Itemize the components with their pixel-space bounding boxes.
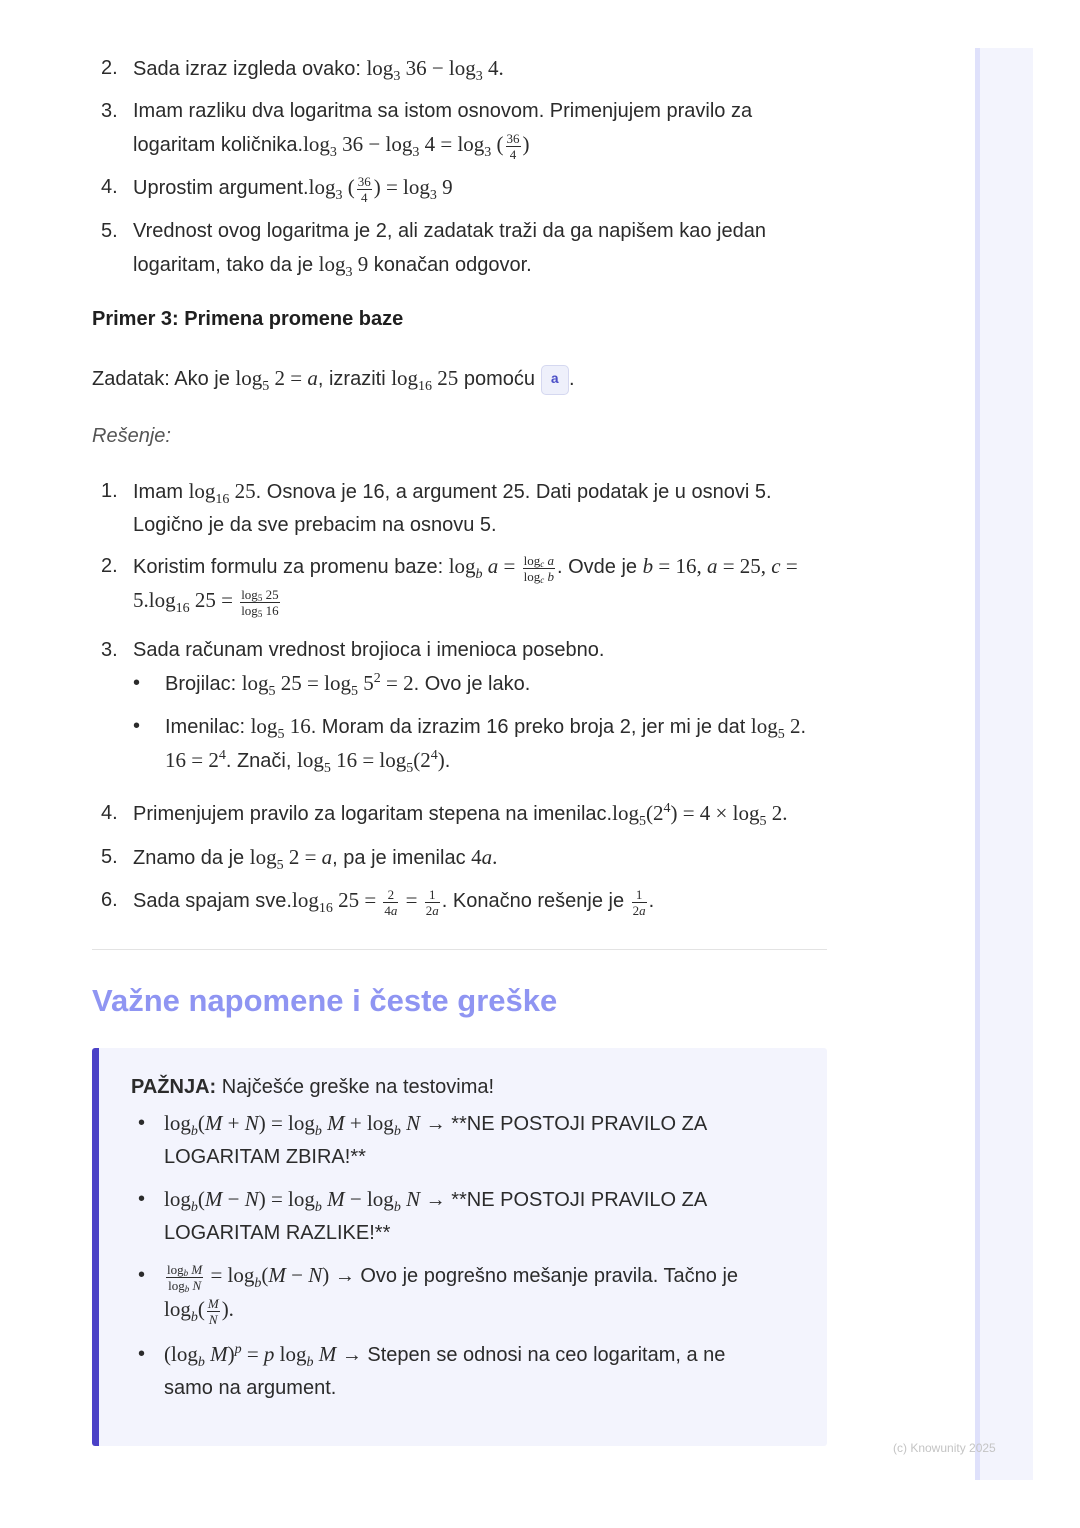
step-number: 3. bbox=[101, 639, 118, 661]
example-title: Primer 3: Primena promene baze bbox=[92, 308, 404, 330]
step-4 bbox=[101, 171, 821, 205]
step-number: 4. bbox=[101, 802, 118, 824]
step-text: Uprostim argument. bbox=[133, 177, 309, 199]
mistake-item-2: • $\log_b(M - N) = \log_b M - \log_b N \to **NE$ POSTOJI PRAVILO ZA LOGARITAM RAZLIKE!** bbox=[138, 1187, 708, 1244]
step-text: Sada izraz izgleda ovako: bbox=[133, 58, 367, 80]
math-expression: $\log_3$ ( $\frac{36}{4}$ ) = $\log_3 9$ bbox=[308, 173, 453, 205]
step-text: konačan odgovor. bbox=[368, 254, 532, 276]
right-margin-divider bbox=[975, 48, 980, 1480]
step-3 bbox=[101, 95, 821, 162]
inline-code-chip: a bbox=[541, 365, 569, 395]
step-2 bbox=[101, 52, 821, 86]
step-text: Imam razliku dva logaritma sa istom osnovom. Primenjujem pravilo za bbox=[133, 100, 753, 122]
solution-label: Rešenje: bbox=[92, 425, 171, 447]
mistake-item-3: • $\frac{\log_b M}{\log_b N}$ = $\log_b(M - N)$ → Ovo je pogrešno mešanje pravila. Tačno je $\log_b$( $\frac{M}{N}$ ). bbox=[138, 1261, 739, 1327]
callout-title: PAŽNJA: Najčešće greške na testovima! bbox=[131, 1076, 495, 1098]
step-text: logaritam, tako da je bbox=[133, 254, 319, 276]
step-text: Vrednost ovog logaritma je 2, ali zadatak traži da ga napišem kao jedan bbox=[133, 220, 766, 242]
mistake-item-1: • $\log_b(M + N) = \log_b M + \log_b N \to **NE$ POSTOJI PRAVILO ZA LOGARITAM ZBIRA!** bbox=[138, 1111, 708, 1168]
solution-step-3: 3. Sada računam vrednost brojioca i imenioca posebno. bbox=[101, 634, 821, 667]
step-5 bbox=[101, 215, 821, 282]
solution-step-1: 1. Imam $\log_{16} 25$. Osnova je 16, a argument 25. Dati podatak je u osnovi 5. Logično je da sve prebacim na osnovu 5. bbox=[101, 475, 821, 542]
solution-step-4: 4. Primenjujem pravilo za logaritam stepena na $imenilac.\log_5(2^4) = 4 \times \log_5 2$. bbox=[101, 797, 821, 831]
section-heading: Važne napomene i česte greške bbox=[92, 983, 558, 1018]
step-number: 2. bbox=[101, 57, 118, 79]
math-expression: $\log_3 36 - \log_3 4 = \log_3$ ( $\frac{36}{4}$ ) bbox=[303, 130, 530, 162]
step-text: logaritam količnika. bbox=[133, 134, 304, 156]
math-expression: $\log_3 9$ bbox=[318, 252, 369, 280]
step-number: 2. bbox=[101, 555, 118, 577]
math-expression: $\log_3 36 - \log_3 4$. bbox=[366, 56, 504, 84]
mistake-item-4: • ($\log_b$ M)$^p$ = p $\log_b M$ → Stepen se odnosi na ceo logaritam, a ne samo na argument. bbox=[138, 1342, 726, 1399]
step-number: 3. bbox=[101, 100, 118, 122]
section-divider bbox=[92, 949, 827, 950]
solution-step-6: 6. Sada spajam $sve.\log_{16}$ 25 = $\frac{2}{4a}$ = $\frac{1}{2a}$ . Konačno rešenje je $\frac{1}{2a}$ . bbox=[101, 884, 821, 918]
right-margin-panel bbox=[975, 48, 1033, 1480]
step-number: 4. bbox=[101, 176, 118, 198]
step-number: 6. bbox=[101, 889, 118, 911]
solution-step-5: 5. Znamo da je $\log_5 2 = a$, pa je imenilac 4a. bbox=[101, 841, 821, 875]
step-number: 5. bbox=[101, 220, 118, 242]
step-number: 5. bbox=[101, 846, 118, 868]
solution-step-2: 2. Koristim formulu za promenu baze: $\log_b a$ = $\frac{\log_c a}{\log_c b}$ . Ovde je b = 16, a = 25, c = $5.\log_{16}$ 25 = $\frac{\log_5 25}{\log_5 16}$ bbox=[101, 550, 831, 618]
step-number: 1. bbox=[101, 480, 118, 502]
task-text: Zadatak: Ako je $\log_5 2 = a$, izraziti $\log_{16} 25$ pomoću a . bbox=[92, 366, 575, 394]
watermark: (c) Knowunity 2025 bbox=[893, 1441, 996, 1455]
sub-bullet-imenilac: • Imenilac: $\log_5 16$. Moram da izrazim 16 preko broja 2, jer mi je dat $\log_5 2$. $16 = 2^4$. Znači, $\log_5 16 = \log_5(2^4)$. bbox=[133, 714, 807, 776]
sub-bullet-brojilac: • Brojilac: $\log_5 25 = \log_5 5^2 = 2$. Ovo je lako. bbox=[133, 671, 531, 699]
